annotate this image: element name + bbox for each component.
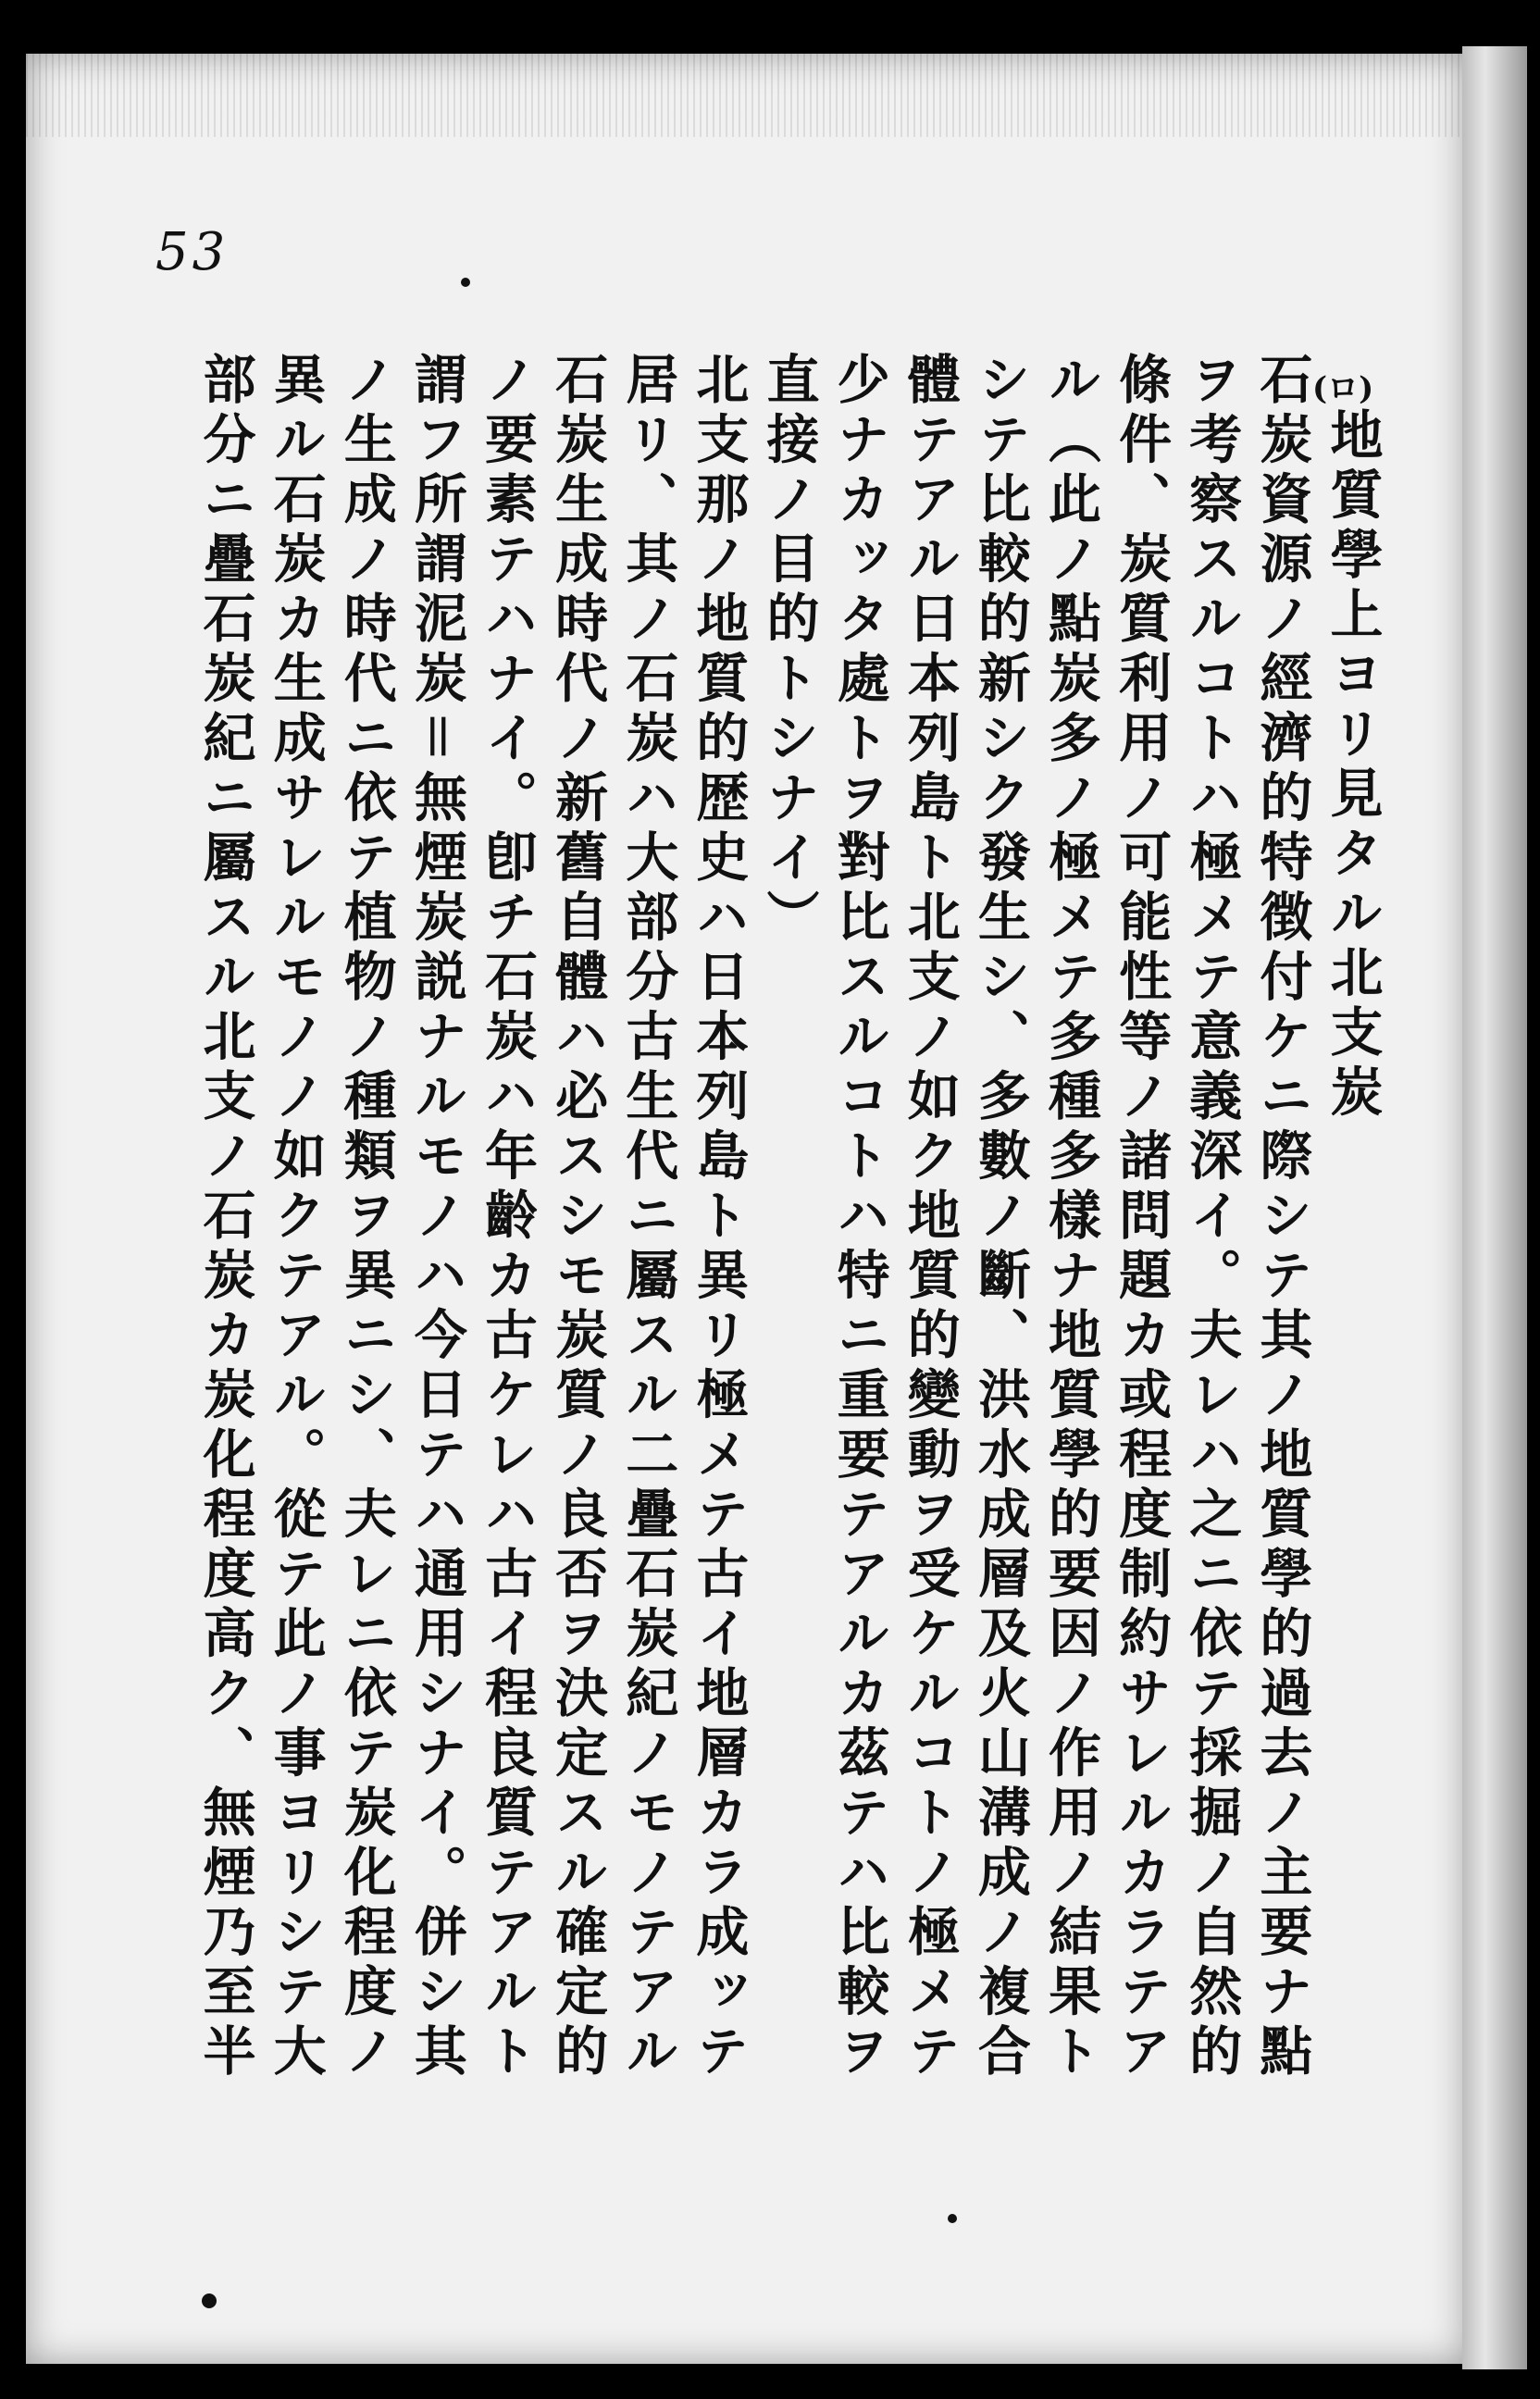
- vertical-text-block: [194, 352, 1384, 2184]
- ink-dot: [202, 2293, 217, 2308]
- text-column: シテ比較的新シク發生シ、多數ノ斷、洪水成層及火山溝成ノ複合: [969, 352, 1032, 2083]
- text-column: 北支那ノ地質的歴史ハ日本列島ト異リ極メテ古イ地層カラ成ッテ: [687, 352, 750, 2083]
- text-column: 條件、炭質利用ノ可能性等ノ諸問題カ或程度制約サレルカラテア: [1110, 352, 1173, 2083]
- page-edge-strip: [1462, 46, 1527, 2369]
- text-column: 體テアル日本列島ト北支ノ如ク地質的變動ヲ受ケルコトノ極メテ: [899, 352, 962, 2083]
- ink-dot: [461, 278, 470, 287]
- text-column: 少ナカッタ處トヲ對比スルコトハ特ニ重要テアルカ茲テハ比較ヲ: [828, 352, 891, 2083]
- text-column: ノ要素テハナイ。卽チ石炭ハ年齡カ古ケレハ古イ程良質テアルト: [476, 352, 539, 2083]
- text-column: 異ル石炭カ生成サレルモノノ如クテアル。從テ此ノ事ヨリシテ大: [265, 352, 328, 2083]
- section-heading: 地質學上ヨリ見タル北支炭: [1322, 407, 1384, 1124]
- text-column: 石炭資源ノ經濟的特徴付ケニ際シテ其ノ地質學的過去ノ主要ナ點: [1250, 352, 1313, 2083]
- section-marker: (ロ): [1312, 370, 1374, 407]
- top-edge-speckle: [26, 54, 1466, 137]
- text-column: 直接ノ目的トシナイ）: [758, 352, 820, 949]
- text-column: 石炭生成時代ノ新舊自體ハ必スシモ炭質ノ良否ヲ決定スル確定的: [546, 352, 609, 2083]
- text-column: 居リ、其ノ石炭ハ大部分古生代ニ屬スル二疊石炭紀ノモノテアル: [616, 352, 679, 2083]
- ink-dot: [948, 2214, 957, 2223]
- text-column: ノ生成ノ時代ニ依テ植物ノ種類ヲ異ニシ、夫レニ依テ炭化程度ノ: [335, 352, 398, 2083]
- text-column: ヲ考察スルコトハ極メテ意義深イ。夫レハ之ニ依テ採掘ノ自然的: [1180, 352, 1243, 2083]
- text-column: 部分ニ疊石炭紀ニ屬スル北支ノ石炭カ炭化程度高ク、無煙乃至半: [194, 352, 256, 2083]
- text-column: ル（此ノ點炭多ノ極メテ多種多樣ナ地質學的要因ノ作用ノ結果ト: [1039, 352, 1102, 2083]
- text-column: 謂フ所謂泥炭＝無煙炭説ナルモノハ今日テハ通用シナイ。併シ其: [405, 352, 468, 2083]
- page-number: 53: [155, 222, 230, 282]
